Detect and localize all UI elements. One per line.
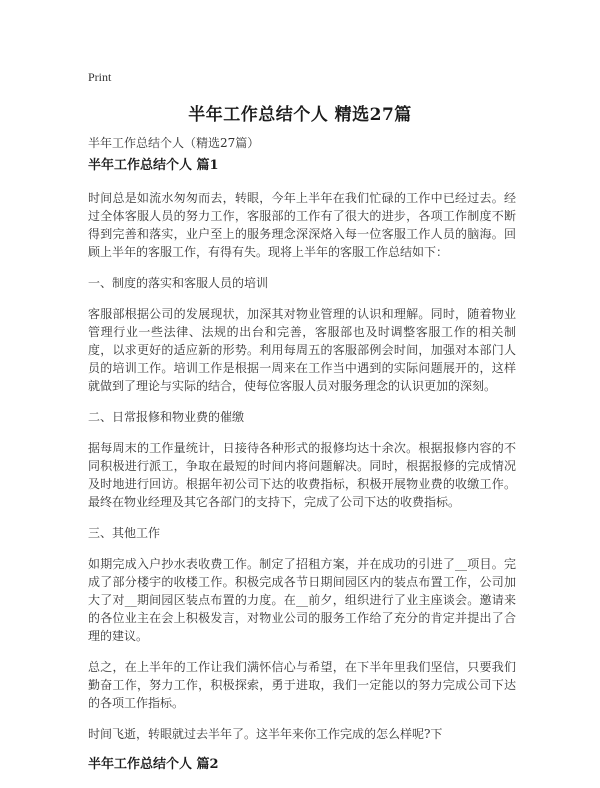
paragraph: 时间总是如流水匆匆而去，转眼，今年上半年在我们忙碌的工作中已经过去。经过全体客服人员的努力工作，客服部的工作有了很大的进步，各项工作制度不断得到完善和落实，业户至上的服务理念深深烙入每一位客服工作人员的脑海。回顾上半年的客服工作，有得有失。现将上半年的客服工作总结如下： (88, 191, 516, 259)
paragraph: 据每周末的工作量统计，日接待各种形式的报修均达十余次。根据报修内容的不同积极进行派工，争取在最短的时间内将问题解决。同时，根据报修的完成情况及时地进行回访。根据年初公司下达的收费指标，积极开展物业费的收缴工作。最终在物业经理及其它各部门的支持下，完成了公司下达的收费指标。 (88, 441, 516, 509)
section-heading: 半年工作总结个人 篇1 (88, 158, 219, 173)
paragraph: 时间飞逝，转眼就过去半年了。这半年来你工作完成的怎么样呢?下 (88, 727, 443, 741)
subsection-heading: 三、其他工作 (88, 526, 161, 540)
article-body (88, 157, 516, 788)
page-title: 半年工作总结个人 精选27篇 (188, 105, 412, 125)
paragraph: 客服部根据公司的发展现状，加深其对物业管理的认识和理解。同时，随着物业管理行业一些法律、法规的出台和完善，客服部也及时调整客服工作的相关制度，以求更好的适应新的形势。利用每周五的客服部例会时间，加强对本部门人员的培训工作。培训工作是根据一周来在工作当中遇到的实际问题展开的，这样就做到了理论与实际的结合，使每位客服人员对服务理念的认识更加的深刻。 (88, 307, 516, 393)
paragraph: 如期完成入户抄水表收费工作。制定了招租方案，并在成功的引进了__项目。完成了部分楼宇的收楼工作。积极完成各节日期间园区内的装点布置工作，公司加大了对__期间园区装点布置的力度。在__前夕，组织进行了业主座谈会。邀请来的各位业主在会上积极发言，对物业公司的服务工作给了充分的肯定并提出了合理的建议。 (88, 557, 516, 643)
paragraph: 总之，在上半年的工作让我们满怀信心与希望，在下半年里我们坚信，只要我们勤奋工作，努力工作，积极探索，勇于进取，我们一定能以的努力完成公司下达的各项工作指标。 (88, 660, 516, 710)
print-link[interactable]: Print (88, 70, 112, 84)
subsection-heading: 一、制度的落实和客服人员的培训 (88, 276, 269, 290)
section-heading: 半年工作总结个人 篇2 (88, 757, 219, 772)
subsection-heading: 二、日常报修和物业费的催缴 (88, 410, 245, 424)
page-subtitle: 半年工作总结个人（精选27篇） (88, 136, 260, 150)
